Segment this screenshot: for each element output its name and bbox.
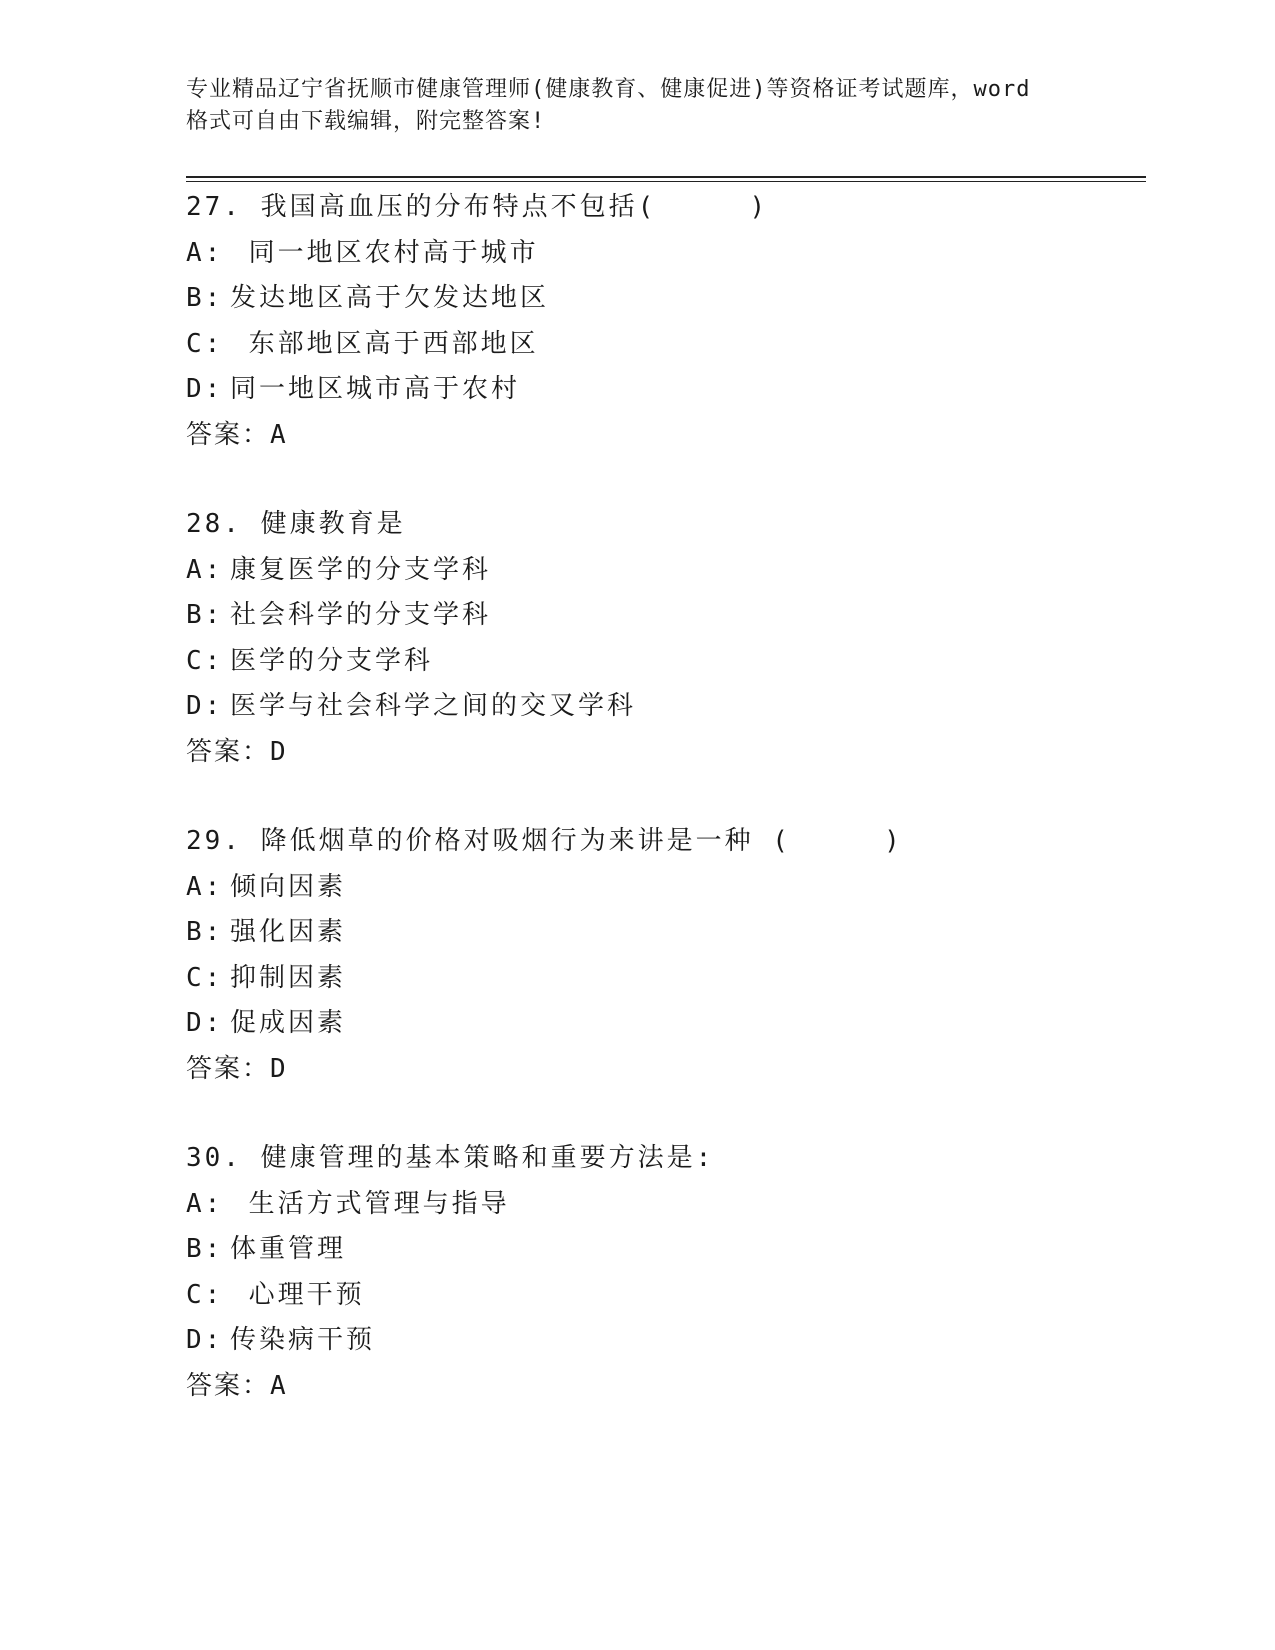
question-stem: 29. 降低烟草的价格对吸烟行为来讲是一种 ( ) — [186, 826, 903, 856]
option-d — [186, 1001, 1146, 1047]
option-text: 东部地区高于西部地区 — [230, 328, 539, 359]
option-b — [186, 1227, 1146, 1273]
option-a — [186, 1182, 1146, 1228]
option-label: C: — [186, 328, 224, 359]
option-d — [186, 684, 1146, 730]
option-label: D: — [186, 691, 224, 721]
question-block-28 — [186, 502, 1146, 775]
header-divider-thin — [186, 181, 1146, 182]
option-label: A: — [186, 237, 224, 268]
option-c — [186, 956, 1146, 1002]
question-stem: 30. 健康管理的基本策略和重要方法是: — [186, 1143, 715, 1173]
option-label: D: — [186, 374, 224, 404]
option-label: C: — [186, 962, 224, 993]
option-text: 生活方式管理与指导 — [230, 1188, 510, 1219]
question-block-27 — [186, 185, 1146, 458]
answer-label: 答案： — [186, 1053, 271, 1084]
option-label: B: — [186, 600, 224, 630]
answer-line — [186, 1047, 1146, 1093]
header-line-2: 格式可自由下载编辑，附完整答案! — [186, 109, 546, 134]
header-divider-thick — [186, 176, 1146, 178]
option-text: 体重管理 — [230, 1234, 347, 1264]
option-c — [186, 1273, 1146, 1319]
option-a — [186, 548, 1146, 594]
answer-line — [186, 730, 1146, 776]
header-line-1: 专业精品辽宁省抚顺市健康管理师(健康教育、健康促进)等资格证考试题库，word — [186, 77, 1031, 102]
answer-value: A — [270, 419, 288, 450]
option-label: C: — [186, 645, 224, 676]
option-text: 同一地区城市高于农村 — [230, 374, 521, 404]
option-label: A: — [186, 871, 224, 902]
option-label: B: — [186, 283, 224, 313]
option-d — [186, 1318, 1146, 1364]
option-c — [186, 322, 1146, 368]
answer-line — [186, 1364, 1146, 1410]
option-text: 发达地区高于欠发达地区 — [230, 283, 550, 313]
option-text: 社会科学的分支学科 — [230, 600, 492, 630]
option-text: 传染病干预 — [230, 1325, 376, 1355]
answer-label: 答案： — [186, 419, 271, 450]
option-text: 医学的分支学科 — [230, 645, 434, 676]
option-d — [186, 367, 1146, 413]
answer-value: D — [270, 736, 288, 767]
option-text: 医学与社会科学之间的交叉学科 — [230, 691, 637, 721]
answer-value: A — [270, 1370, 288, 1401]
option-text: 强化因素 — [230, 917, 347, 947]
option-label: A: — [186, 1188, 224, 1219]
question-block-30 — [186, 1136, 1146, 1409]
answer-line — [186, 413, 1146, 459]
option-label: D: — [186, 1008, 224, 1038]
option-label: B: — [186, 1234, 224, 1264]
option-label: B: — [186, 917, 224, 947]
answer-value: D — [270, 1053, 288, 1084]
option-text: 康复医学的分支学科 — [230, 554, 492, 585]
answer-label: 答案： — [186, 1370, 271, 1401]
option-text: 倾向因素 — [230, 871, 347, 902]
option-b — [186, 276, 1146, 322]
question-stem: 27. 我国高血压的分布特点不包括( ) — [186, 192, 769, 222]
option-label: C: — [186, 1279, 224, 1310]
option-text: 心理干预 — [230, 1279, 365, 1310]
option-label: A: — [186, 554, 224, 585]
question-block-29 — [186, 819, 1146, 1092]
question-stem: 28. 健康教育是 — [186, 509, 406, 539]
option-a — [186, 231, 1146, 277]
option-a — [186, 865, 1146, 911]
option-text: 抑制因素 — [230, 962, 347, 993]
option-c — [186, 639, 1146, 685]
document-header — [186, 74, 1086, 138]
answer-label: 答案： — [186, 736, 271, 767]
option-label: D: — [186, 1325, 224, 1355]
option-text: 促成因素 — [230, 1008, 347, 1038]
option-b — [186, 593, 1146, 639]
option-b — [186, 910, 1146, 956]
option-text: 同一地区农村高于城市 — [230, 237, 539, 268]
